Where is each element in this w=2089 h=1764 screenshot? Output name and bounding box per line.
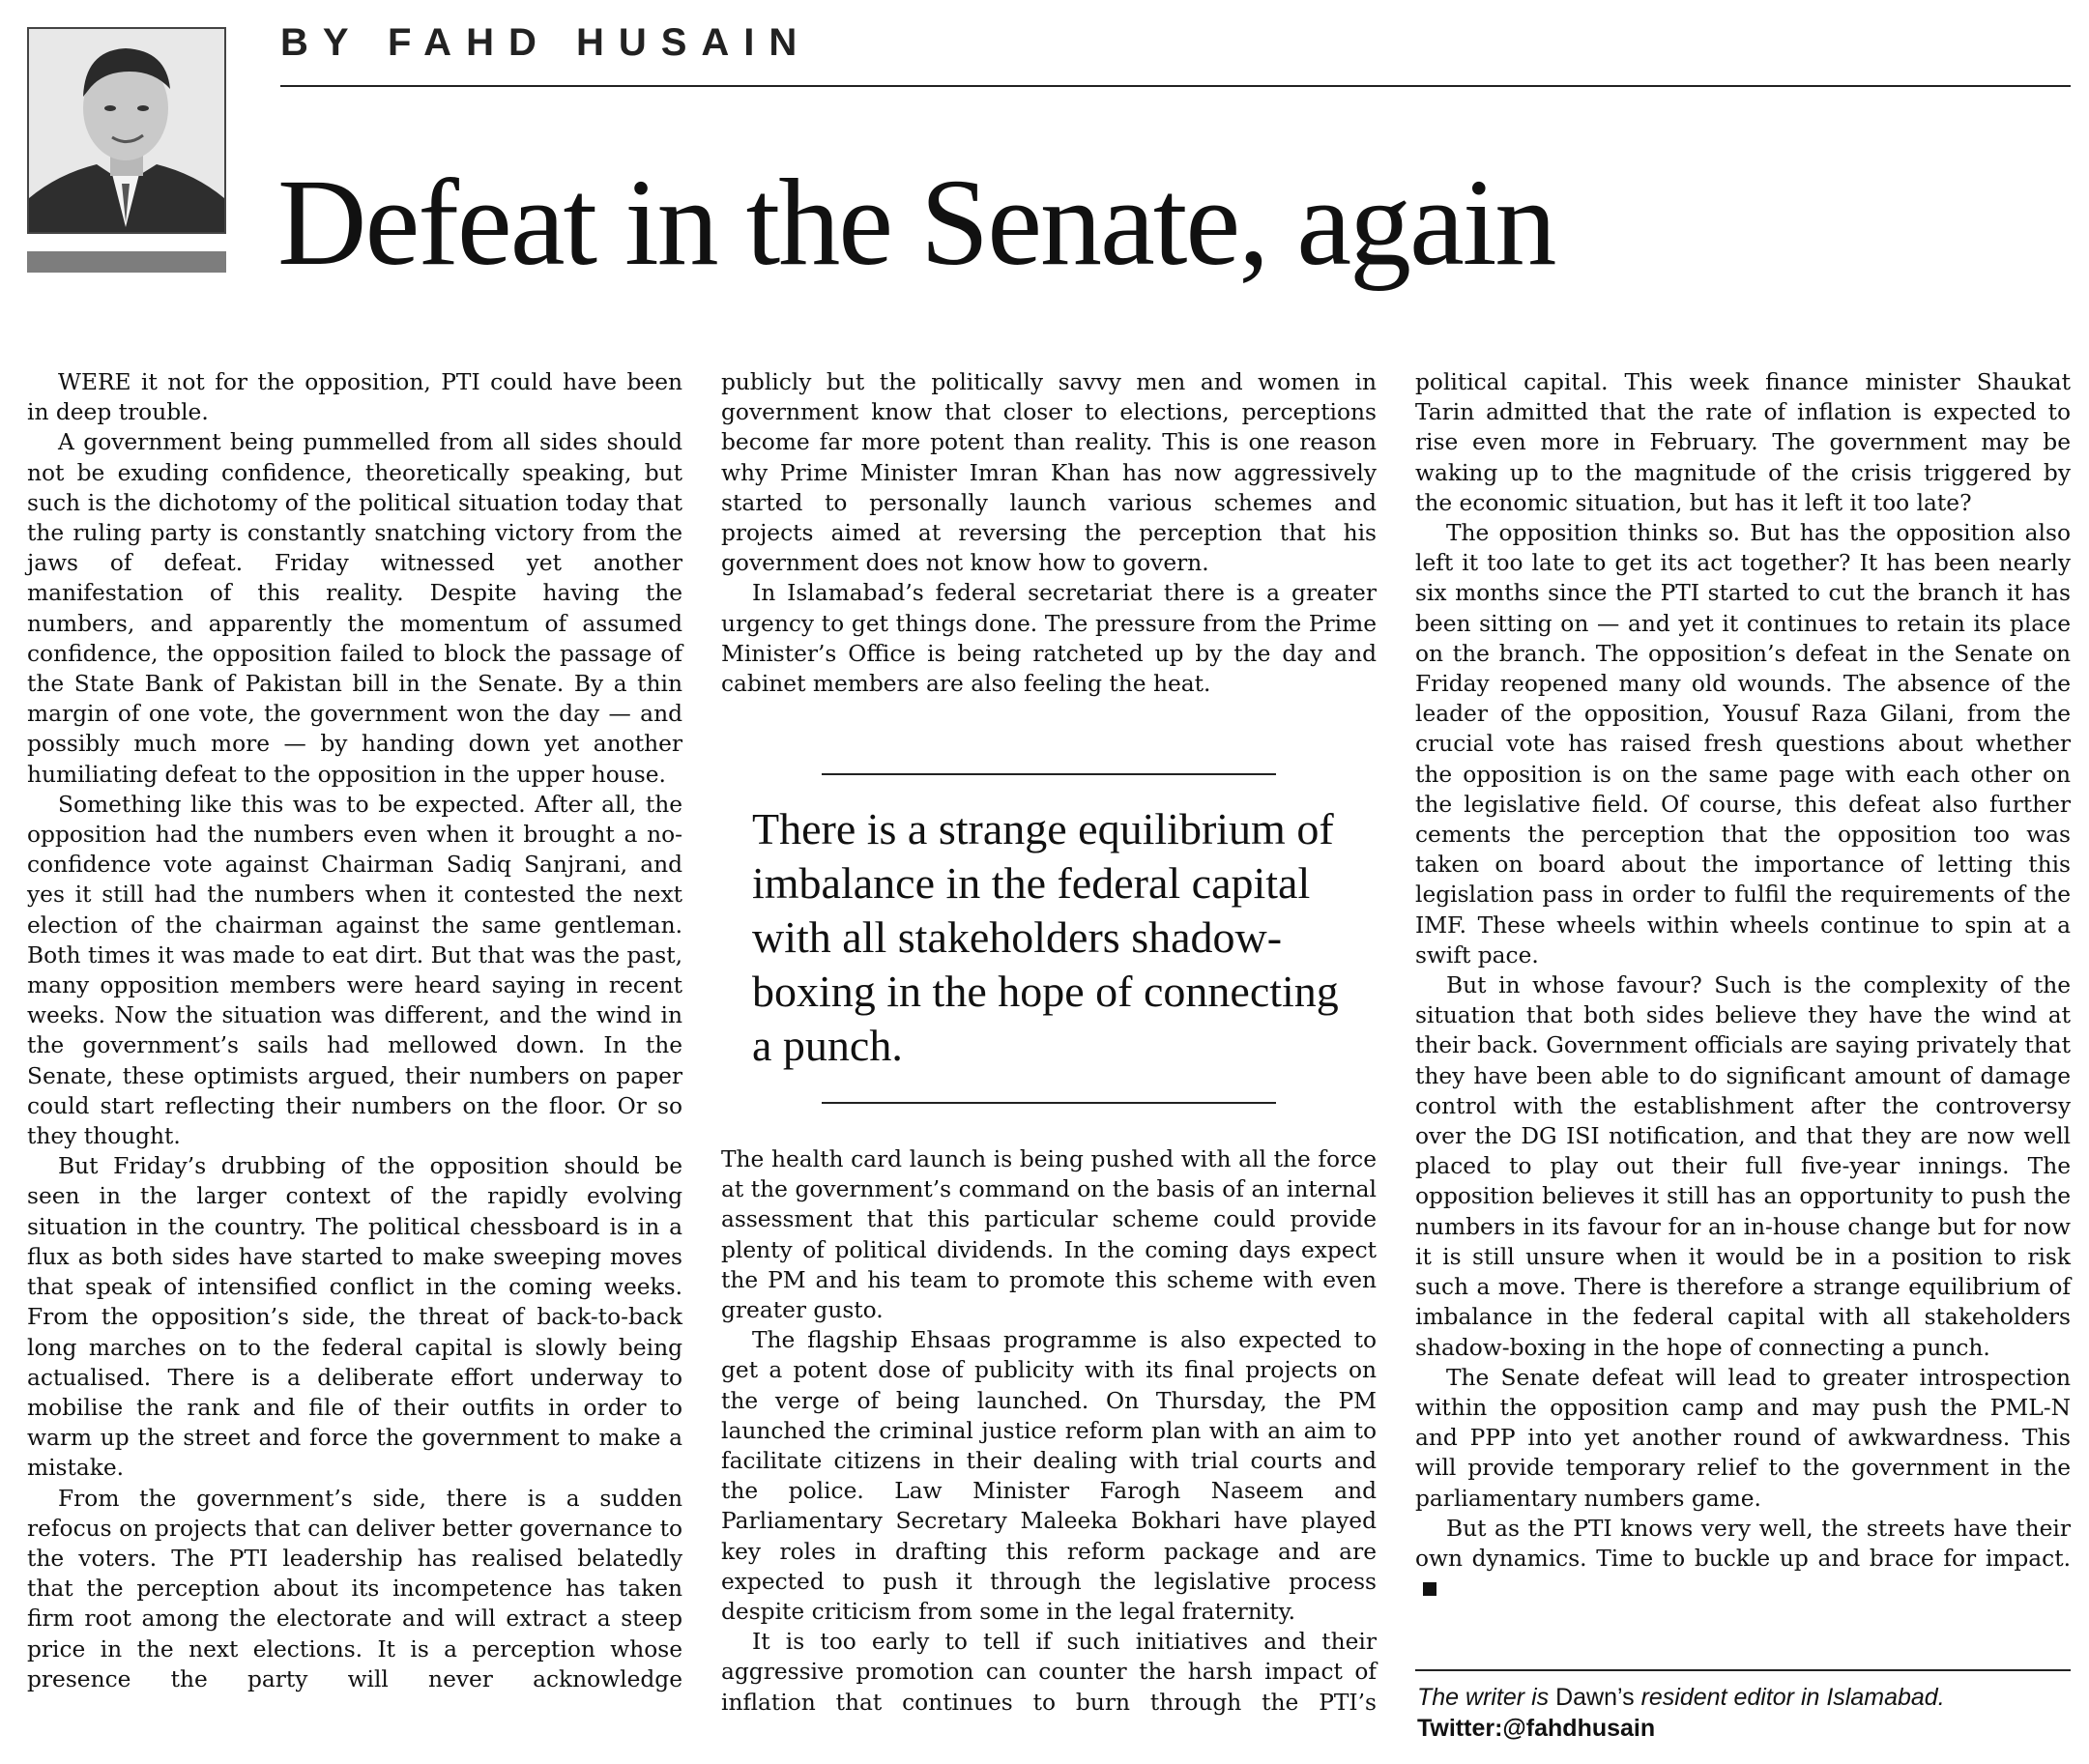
paragraph: The flagship Ehsaas programme is also expected to get a potent dose of publicity with its final projects on the verge of being launched. On Thursday, the PM launched the criminal justice reform plan with an aim to facilitate citizens in their dealing with trial courts and the police. Law Minister Farogh Naseem and Parliamentary Secretary Maleeka Bokhari have played key roles in drafting this reform package and are expected to push it through the legislative process despite criticism from some in the legal fraternity. — [721, 1327, 1377, 1626]
tagline-prefix: The writer is — [1417, 1684, 1556, 1711]
paragraph: political capital. This week finance minister Shaukat Tarin admitted that the rate of inflation is expected to rise even more in February. The government may be waking up to the magnitude of the crisis triggered by the economic situation, but has it left it too late? — [1415, 369, 2071, 516]
paragraph: Something like this was to be expected. After all, the opposition had the numbers even when it brought a no-confidence vote against Chairman Sadiq Sanjrani, and yes it still had the numbers when it contested the next election of the chairman against the same gentleman. Both times it was made to eat dirt. But that was the past, many opposition members were heard saying in recent weeks. Now the situation was different, and the wind in the government’s sails had mellowed down. In the Senate, these optimists argued, their numbers on paper could start reflecting their numbers on the floor. Or so they thought. — [27, 791, 682, 1150]
author-portrait — [27, 27, 226, 234]
paragraph: It is too early to tell if such initiatives and their aggressive promotion can counter the harsh impact of inflation that continues to burn through the PTI’s — [721, 1629, 1377, 1716]
paragraph: The opposition thinks so. But has the opposition also left it too late to get its act together? It has been nearly six months since the PTI started to cut the branch it has been sitting on — and yet it continues to retain its place on the branch. The opposition’s defeat in the Senate on Friday reopened many old wounds. The absence of the leader of the opposition, Yousuf Raza Gilani, from the crucial vote has raised fresh questions about whether the opposition is on the same page with each other on the legislative field. Of course, this defeat also further cements the perception that the opposition too was taken on board about the importance of letting this legislation pass in order to fulfil the requirements of the IMF. These wheels within wheels continue to spin at a swift pace. — [1415, 520, 2071, 969]
article-column-3 — [1415, 367, 2071, 1604]
end-mark-icon — [1423, 1582, 1436, 1596]
paragraph: publicly but the politically savvy men and women in government know that closer to elections, perceptions become far more potent than reality. This is one reason why Prime Minister Imran Khan has now aggressively started to personally launch various schemes and projects aimed at reversing the perception that his government does not know how to govern. — [721, 369, 1377, 577]
pull-quote — [752, 773, 1351, 1104]
paragraph: But Friday’s drubbing of the opposition should be seen in the larger context of the rapidly evolving situation in the country. The political chessboard is in a flux as both sides have started to make sweeping moves that speak of intensified conflict in the coming weeks. From the opposition’s side, the threat of back-to-back long marches on to the federal capital is slowly being actualised. There is a deliberate effort underway to mobilise the rank and file of their outfits in order to warm up the street and force the government to make a mistake. — [27, 1153, 682, 1482]
paragraph: But in whose favour? Such is the complexity of the situation that both sides believe they have the wind at their back. Government officials are saying privately that they have been able to do significant amount of damage control with the establishment after the controversy over the DG ISI notification, and that they are now well placed to play out their full five-year innings. The opposition believes it still has an opportunity to push the numbers in its favour for an in-house change but for now it is still unsure when it would be in a position to risk such a move. There is therefore a strange equilibrium of imbalance in the federal capital with all stakeholders shadow-boxing in the hope of connecting a punch. — [1415, 972, 2071, 1361]
paragraph: WERE it not for the opposition, PTI could have been in deep trouble. — [27, 369, 682, 426]
tagline-outlet: Dawn’s — [1555, 1684, 1635, 1711]
paragraph: From the government’s side, there is a sudden refocus on projects that can deliver better governance to the voters. The PTI leadership has realised belatedly that the perception about its incompetence has taken firm root among the electorate and will extract a steep price in the next elections. It is a perception whose presence the party will never acknowledge — [27, 1485, 682, 1692]
portrait-accent-bar — [27, 251, 226, 273]
tagline-suffix: resident editor in Islamabad. — [1634, 1684, 1945, 1711]
final-paragraph-text: But as the PTI knows very well, the streets have their own dynamics. Time to buckle up and brace for impact. — [1415, 1515, 2071, 1572]
byline: BY FAHD HUSAIN — [280, 21, 812, 64]
tagline-divider — [1415, 1669, 2071, 1671]
byline-divider — [280, 85, 2071, 87]
article-column-2-top — [721, 367, 1377, 699]
paragraph: The Senate defeat will lead to greater introspection within the opposition camp and may push the PML-N and PPP into yet another round of awkwardness. This will provide temporary relief to the government in the parliamentary numbers game. — [1415, 1364, 2071, 1512]
final-paragraph — [1415, 1514, 2071, 1605]
author-tagline — [1417, 1682, 2071, 1744]
twitter-handle: Twitter:@fahdhusain — [1417, 1715, 1656, 1742]
article-column-1 — [27, 367, 682, 1694]
pull-quote-bottom-rule — [822, 1102, 1276, 1104]
author-photo-icon — [29, 29, 224, 232]
paragraph: A government being pummelled from all sides should not be exuding confidence, theoretically speaking, but such is the dichotomy of the political situation today that the ruling party is constantly snatching victory from the jaws of defeat. Friday witnessed yet another manifestation of this reality. Despite having the numbers, and apparently the momentum of assumed confidence, the opposition failed to block the passage of the State Bank of Pakistan bill in the Senate. By a thin margin of one vote, the government won the day — and possibly much more — by handing down yet another humiliating defeat to the opposition in the upper house. — [27, 429, 682, 788]
pull-quote-top-rule — [822, 773, 1276, 775]
article-column-2-bottom — [721, 1144, 1377, 1718]
headline: Defeat in the Senate, again — [277, 154, 1555, 291]
paragraph: The health card launch is being pushed with all the force at the government’s command on the basis of an internal assessment that this particular scheme could provide plenty of political dividends. In the coming days expect the PM and his team to promote this scheme with even greater gusto. — [721, 1146, 1377, 1324]
pull-quote-text: There is a strange equilibrium of imbalance in the federal capital with all stakeholders shadow-boxing in the hope of connecting a punch. — [752, 804, 1339, 1070]
paragraph: In Islamabad’s federal secretariat there is a greater urgency to get things done. The pressure from the Prime Minister’s Office is being ratcheted up by the day and cabinet members are also feeling the heat. — [721, 580, 1377, 698]
